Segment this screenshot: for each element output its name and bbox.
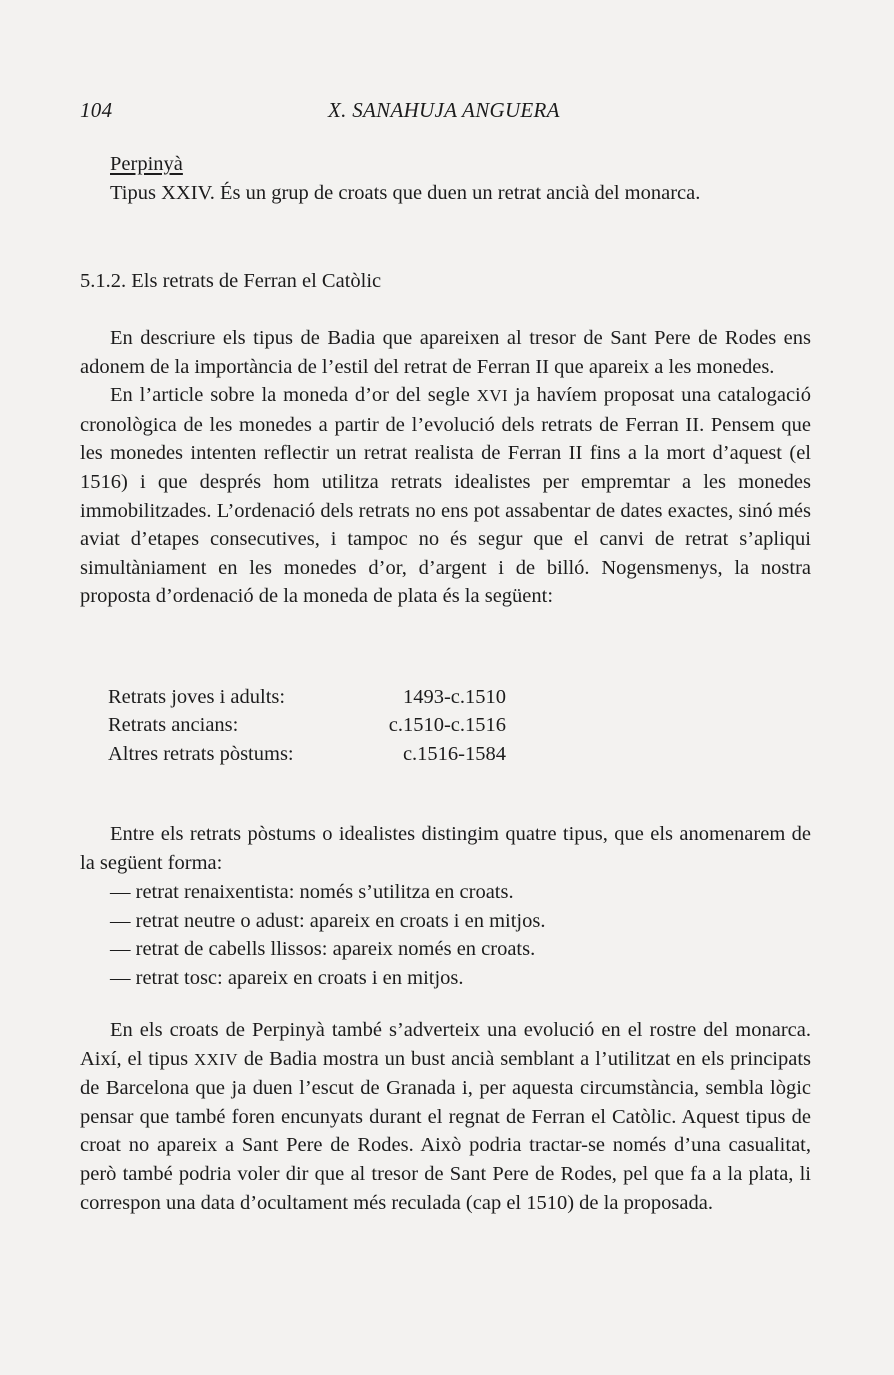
period-label: Altres retrats pòstums: (108, 742, 294, 765)
period-dates: c.1510-c.1516 (388, 714, 506, 737)
period-dates: c.1516-1584 (402, 742, 506, 765)
paragraph-3-text: Entre els retrats pòstums o idealistes distingim quatre tipus, que els anomenarem de la següent forma: (80, 823, 811, 874)
period-row (108, 711, 506, 739)
paragraph-2-text-b: ja havíem proposat una catalogació cronològica de les monedes a partir de l’evolució dels retrats de Ferran II. Pensem que les monedes intenten reflectir un retrat realista de Ferran II fins a la mort d’aquest (el 1516) i que després hom utilitza retrats idealistes per empremtar a les monedes immobilitzades. L’ordenació dels retrats no ens pot assabentar de dates exactes, sinó més aviat d’etapes consecutives, i tampoc no és segur que el canvi de retrat s’apliqui simultàniament en les monedes d’or, d’argent i de billó. Nogensmenys, la nostra proposta d’ordenació de la moneda de plata és la següent: (80, 384, 811, 608)
paragraph-2 (80, 381, 811, 611)
list-item: — retrat neutre o adust: apareix en croats i en mitjos. (110, 909, 546, 932)
period-table (108, 683, 506, 768)
list-item: — retrat renaixentista: només s’utilitza en croats. (110, 881, 514, 903)
period-row (108, 740, 506, 768)
list-item: — retrat tosc: apareix en croats i en mitjos. (110, 966, 464, 989)
paragraph-4 (80, 1016, 811, 1217)
period-label: Retrats ancians: (108, 714, 239, 737)
location-label: Perpinyà (110, 153, 183, 175)
paragraph-4-text (80, 1016, 811, 1217)
location-heading (80, 150, 811, 179)
paragraph-1: En descriure els tipus de Badia que apareixen al tresor de Sant Pere de Rodes ens adonem de la importància de l’estil del retrat de Ferran II que apareix a les monedes. (80, 327, 811, 378)
period-label: Retrats joves i adults: (108, 686, 286, 708)
portrait-type-list (80, 878, 811, 992)
period-table-wrap (80, 683, 811, 768)
paragraph-2-text-a: En l’article sobre la moneda d’or del segle (110, 384, 477, 407)
portrait-types (80, 878, 811, 992)
period-row (108, 683, 506, 711)
paragraph-4-text-a: En els croats de Perpinyà també s’adverteix una evolució en el rostre del monarca. Així, el tipus (80, 1019, 811, 1070)
list-item: — retrat de cabells llissos: apareix només en croats. (110, 938, 536, 961)
running-author: X. SANAHUJA ANGUERA (328, 98, 560, 122)
page-number: 104 (80, 98, 113, 122)
body-text (80, 324, 811, 611)
period-dates: 1493-c.1510 (402, 686, 506, 708)
intro-block (80, 150, 811, 207)
type-numeral: XXIV (193, 1049, 238, 1069)
section-heading: 5.1.2. Els retrats de Ferran el Catòlic (80, 270, 382, 292)
paragraph-3 (80, 820, 811, 877)
paragraph-4-text-b: de Badia mostra un bust ancià semblant a l’utilitzat en els principats de Barcelona que ja duen l’escut de Granada i, per aquesta circumstància, sembla lògic pensar que també foren encunyats durant el regnat de Ferran el Catòlic. Aquest tipus de croat no apareix a Sant Pere de Rodes. Això podria tractar-se només d’una casualitat, però també podria voler dir que al tresor de Sant Pere de Rodes, pel que fa a la plata, li correspon una data d’ocultament més reculada (cap el 1510) de la proposada. (80, 1047, 812, 1214)
century-numeral: XVI (476, 386, 509, 406)
type-note: Tipus XXIV. És un grup de croats que duen un retrat ancià del monarca. (110, 181, 701, 204)
